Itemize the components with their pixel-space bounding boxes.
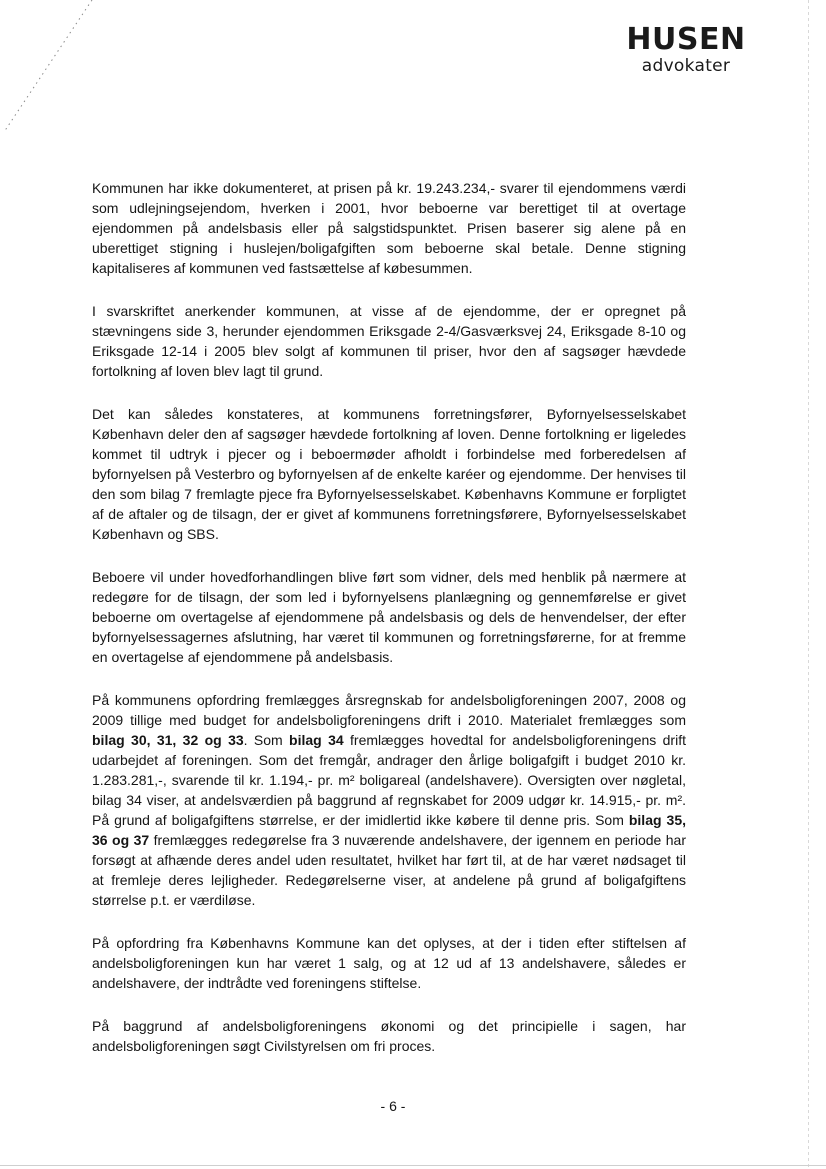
body-paragraph [92,301,686,381]
exhibit-reference: bilag 34 [289,732,344,748]
body-paragraph [92,567,686,667]
body-paragraph [92,1016,686,1056]
paragraph-text: På baggrund af andelsboligforeningens økonomi og det principielle i sagen, har andelsboligforeningen søgt Civilstyrelsen om fri proces. [92,1018,686,1054]
paragraph-text: På kommunens opfordring fremlægges årsregnskab for andelsboligforeningen 2007, 2008 og 2009 tillige med budget for andelsboligforeningens drift i 2010. Materialet fremlægges som [92,692,686,728]
body-paragraph [92,933,686,993]
paragraph-text: I svarskriftet anerkender kommunen, at visse af de ejendomme, der er opregnet på stævningens side 3, herunder ejendommen Eriksgade 2-4/Gasværksvej 24, Eriksgade 8-10 og Eriksgade 12-14 i 2005 blev solgt af kommunen til priser, hvor den af sagsøger hævdede fortolkning af loven blev lagt til grund. [92,303,686,379]
paragraph-text: Kommunen har ikke dokumenteret, at prisen på kr. 19.243.234,- svarer til ejendommens værdi som udlejningsejendom, hverken i 2001, hvor beboerne var berettiget til at overtage ejendommen på andelsbasis eller på salgstidspunktet. Prisen baserer sig alene på en uberettiget stigning i huslejen/boligafgiften som beboerne skal betale. Denne stigning kapitaliseres af kommunen ved fastsættelse af købesummen. [92,180,686,276]
logo-brand: HUSEN [626,22,746,57]
paragraph-text: Beboere vil under hovedforhandlingen blive ført som vidner, dels med henblik på nærmere at redegøre for de tilsagn, der som led i byfornyelsens planlægning og gennemførelse er givet beboerne om overtagelse af ejendommene på andelsbasis og dels de henvendelser, der efter byfornyelsessagernes afslutning, har været til kommunen og forretningsførerne, for at fremme en overtagelse af ejendommene på andelsbasis. [92,569,686,665]
scan-edge-right [808,0,809,1169]
body-paragraph [92,404,686,544]
page-number: - 6 - [380,1098,406,1114]
paragraph-text: fremlægges redegørelse fra 3 nuværende andelshavere, der igennem en periode har forsøgt at afhænde deres andel uden resultatet, hvilket har ført til, at de har været nødsaget til at fremleje deres lejligheder. Redegørelserne viser, at andelene på grund af boligafgiftens størrelse p.t. er værdiløse. [92,832,686,908]
firm-logo [616,24,756,75]
paragraph-text: . Som [243,732,290,748]
exhibit-reference: bilag 30, 31, 32 og 33 [92,732,244,748]
body-paragraph [92,178,686,278]
paragraph-text: Det kan således konstateres, at kommunens forretningsfører, Byfornyelsesselskabet København deler den af sagsøger hævdede fortolkning af loven. Denne fortolkning er ligeledes kommet til udtryk i pjecer og i beboermøder afholdt i forbindelse med forberedelsen af byfornyelsen på Vesterbro og byfornyelsen af de enkelte karéer og ejendomme. Der henvises til den som bilag 7 fremlagte pjece fra Byfornyelsesselskabet. Københavns Kommune er forpligtet af de aftaler og de tilsagn, der er givet af kommunens forretningsførere, Byfornyelsesselskabet København og SBS. [92,406,686,542]
scan-edge-bottom [0,1165,826,1166]
body-paragraph [92,690,686,910]
exhibit-reference: bilag 35, 36 og 37 [92,812,686,848]
document-body [92,178,686,1079]
logo-tagline: advokater [641,56,731,76]
scan-artifact [0,0,100,140]
paragraph-text: fremlægges hovedtal for andelsboligforeningens drift udarbejdet af foreningen. Som det fremgår, andrager den årlige boligafgift i budget 2010 kr. 1.283.281,-, svarende til kr. 1.194,- pr. m² boligareal (andelshavere). Oversigten over nøgletal, bilag 34 viser, at andelsværdien på baggrund af regnskabet for 2009 udgør kr. 14.915,- pr. m². På grund af boligafgiftens størrelse, er der imidlertid ikke købere til denne pris. Som [92,732,686,828]
paragraph-text: På opfordring fra Københavns Kommune kan det oplyses, at der i tiden efter stiftelsen af andelsboligforeningen kun har været 1 salg, og at 12 ud af 13 andelshavere, således er andelshavere, der indtrådte ved foreningens stiftelse. [92,935,686,991]
